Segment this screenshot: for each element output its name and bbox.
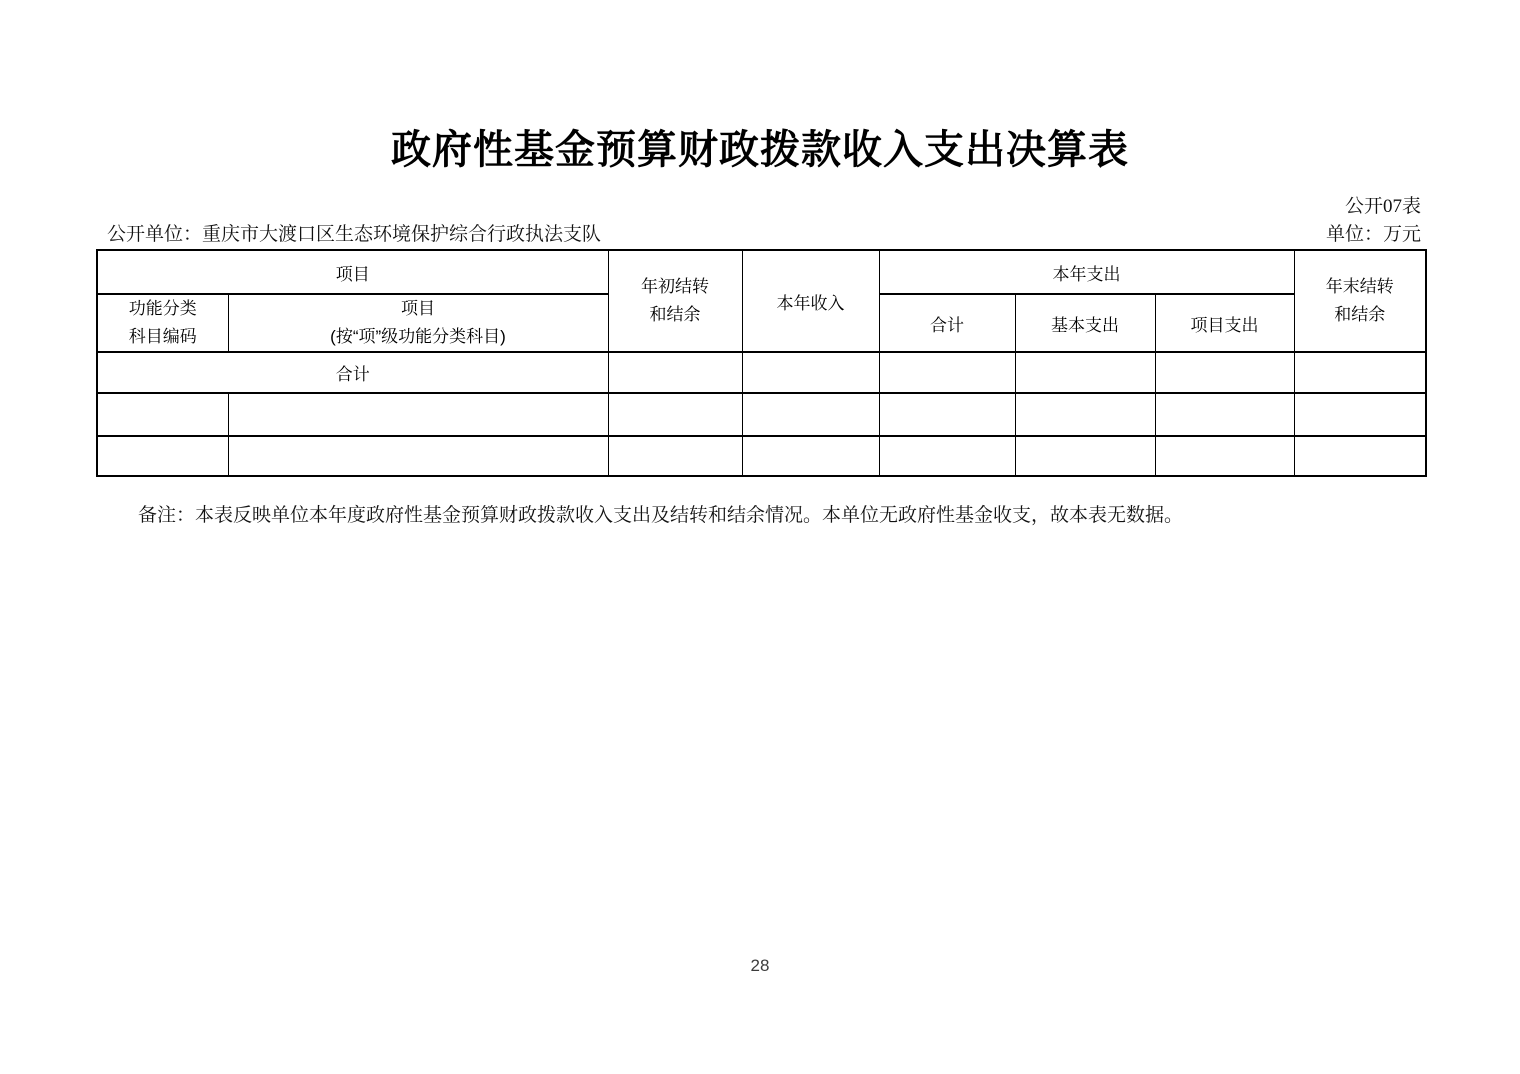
row3-project [228, 436, 608, 476]
header-end-balance-line2: 和结余 [1334, 305, 1386, 324]
header-project-line1: 项目 [401, 299, 435, 318]
row3-end-balance [1294, 436, 1426, 476]
row-total-begin-balance [608, 352, 742, 393]
header-project-group: 项目 [97, 250, 608, 294]
row2-expense-total [879, 393, 1015, 436]
row3-func-code [97, 436, 228, 476]
page-title: 政府性基金预算财政拨款收入支出决算表 [391, 128, 1129, 172]
header-year-income: 本年收入 [742, 250, 879, 352]
row3-expense-total [879, 436, 1015, 476]
header-begin-balance-line1: 年初结转 [641, 277, 709, 296]
header-project-detail [228, 294, 608, 352]
header-func-code-line2: 科目编码 [128, 327, 197, 346]
remark-note: 备注：本表反映单位本年度政府性基金预算财政拨款收入支出及结转和结余情况。本单位无政府性基金收支，故本表无数据。 [138, 505, 1184, 526]
row2-basic-expense [1015, 393, 1155, 436]
header-begin-balance-line2: 和结余 [649, 305, 701, 324]
row2-project-expense [1155, 393, 1294, 436]
page-number: 28 [750, 956, 770, 975]
row2-project [228, 393, 608, 436]
header-func-code-line1: 功能分类 [128, 299, 197, 318]
row3-basic-expense [1015, 436, 1155, 476]
row-total-year-income [742, 352, 879, 393]
budget-table [96, 249, 1427, 477]
row3-project-expense [1155, 436, 1294, 476]
header-end-balance [1294, 250, 1426, 352]
row-total-expense-total [879, 352, 1015, 393]
header-basic-expense: 基本支出 [1015, 294, 1155, 352]
table-row-total [97, 352, 1426, 393]
header-project-expense: 项目支出 [1155, 294, 1294, 352]
row2-begin-balance [608, 393, 742, 436]
row-total-basic-expense [1015, 352, 1155, 393]
header-func-code [97, 294, 228, 352]
row2-year-income [742, 393, 879, 436]
header-expense-total: 合计 [879, 294, 1015, 352]
table-number: 公开07表 [1344, 196, 1421, 217]
header-year-expense-group: 本年支出 [879, 250, 1294, 294]
row2-end-balance [1294, 393, 1426, 436]
row-total-project-expense [1155, 352, 1294, 393]
unit-label: 单位：万元 [1325, 224, 1421, 245]
row2-func-code [97, 393, 228, 436]
table-row [97, 393, 1426, 436]
header-row-1 [97, 250, 1426, 294]
header-begin-balance [608, 250, 742, 352]
header-project-line2: (按“项”级功能分类科目) [330, 327, 506, 346]
publish-unit: 公开单位：重庆市大渡口区生态环境保护综合行政执法支队 [107, 224, 602, 245]
row3-year-income [742, 436, 879, 476]
header-end-balance-line1: 年末结转 [1325, 277, 1394, 296]
row3-begin-balance [608, 436, 742, 476]
table-row [97, 436, 1426, 476]
row-total-end-balance [1294, 352, 1426, 393]
row-total-label: 合计 [97, 352, 608, 393]
